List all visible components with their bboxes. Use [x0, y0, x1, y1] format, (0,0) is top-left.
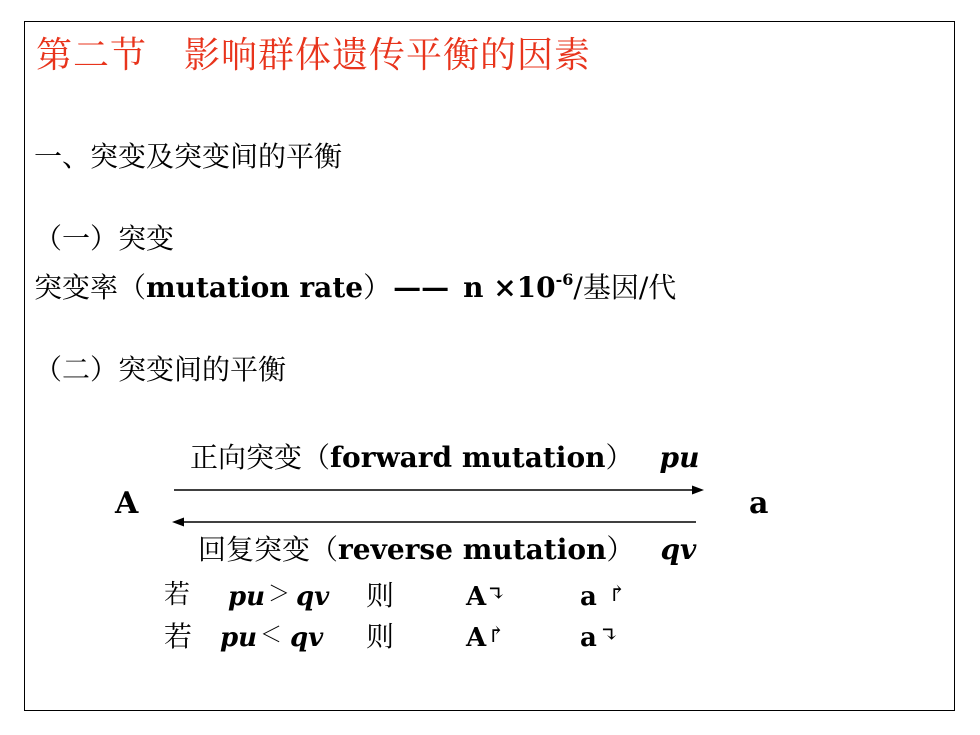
rate-exponent: -6	[555, 270, 574, 289]
cond2-a: a	[580, 623, 597, 653]
reverse-en: reverse mutation	[338, 533, 607, 566]
allele-A: A	[115, 486, 139, 521]
forward-cn: 正向突变（	[190, 441, 331, 474]
reverse-close: ）	[606, 533, 635, 566]
section-heading: 一、突变及突变间的平衡	[34, 140, 343, 173]
cond1-lhs: pu	[228, 582, 266, 612]
cond1-a: a	[580, 582, 597, 612]
cond2-A: A	[466, 623, 487, 653]
rate-close: ）	[363, 271, 392, 304]
cond1-if: 若	[164, 580, 191, 610]
cond2-then: 则	[366, 620, 395, 653]
slide-title: 第二节 影响群体遗传平衡的因素	[36, 35, 592, 76]
rate-formula: n ×10	[463, 271, 556, 304]
cond1-then: 则	[366, 579, 395, 612]
reverse-arrowhead-icon	[172, 518, 184, 527]
cond2-A-arrow-icon: ↱	[487, 623, 506, 648]
rate-label: 突变率（	[34, 271, 147, 304]
cond1-A-arrow-icon: ↴	[487, 582, 506, 607]
reverse-rate: qv	[660, 533, 697, 566]
forward-rate: pu	[659, 441, 700, 474]
mutation-rate-line	[34, 272, 676, 302]
cond1-a-arrow-icon: ↱	[608, 582, 627, 607]
reverse-cn: 回复突变（	[198, 533, 339, 566]
forward-en: forward mutation	[330, 441, 606, 474]
cond2-lhs: pu	[220, 623, 258, 653]
cond2-op: ＜	[260, 623, 283, 648]
cond1-A: A	[466, 582, 487, 612]
subsection-mutation: （一）突变	[34, 222, 175, 255]
allele-a: a	[749, 486, 769, 521]
reverse-mutation-label	[198, 533, 697, 566]
mutation-arrows-diagram	[170, 476, 710, 532]
subsection-balance: （二）突变间的平衡	[34, 353, 287, 386]
rate-dash: ——	[393, 271, 450, 304]
cond2-a-arrow-icon: ↴	[600, 623, 619, 648]
rate-term: mutation rate	[146, 271, 364, 304]
cond1-op: ＞	[268, 582, 291, 607]
cond1-rhs: qv	[296, 582, 330, 612]
forward-arrowhead-icon	[692, 486, 704, 495]
cond2-if: 若	[164, 620, 193, 653]
rate-suffix: /基因/代	[573, 271, 677, 304]
forward-close: ）	[605, 441, 634, 474]
forward-mutation-label	[190, 441, 700, 474]
cond2-rhs: qv	[290, 623, 324, 653]
